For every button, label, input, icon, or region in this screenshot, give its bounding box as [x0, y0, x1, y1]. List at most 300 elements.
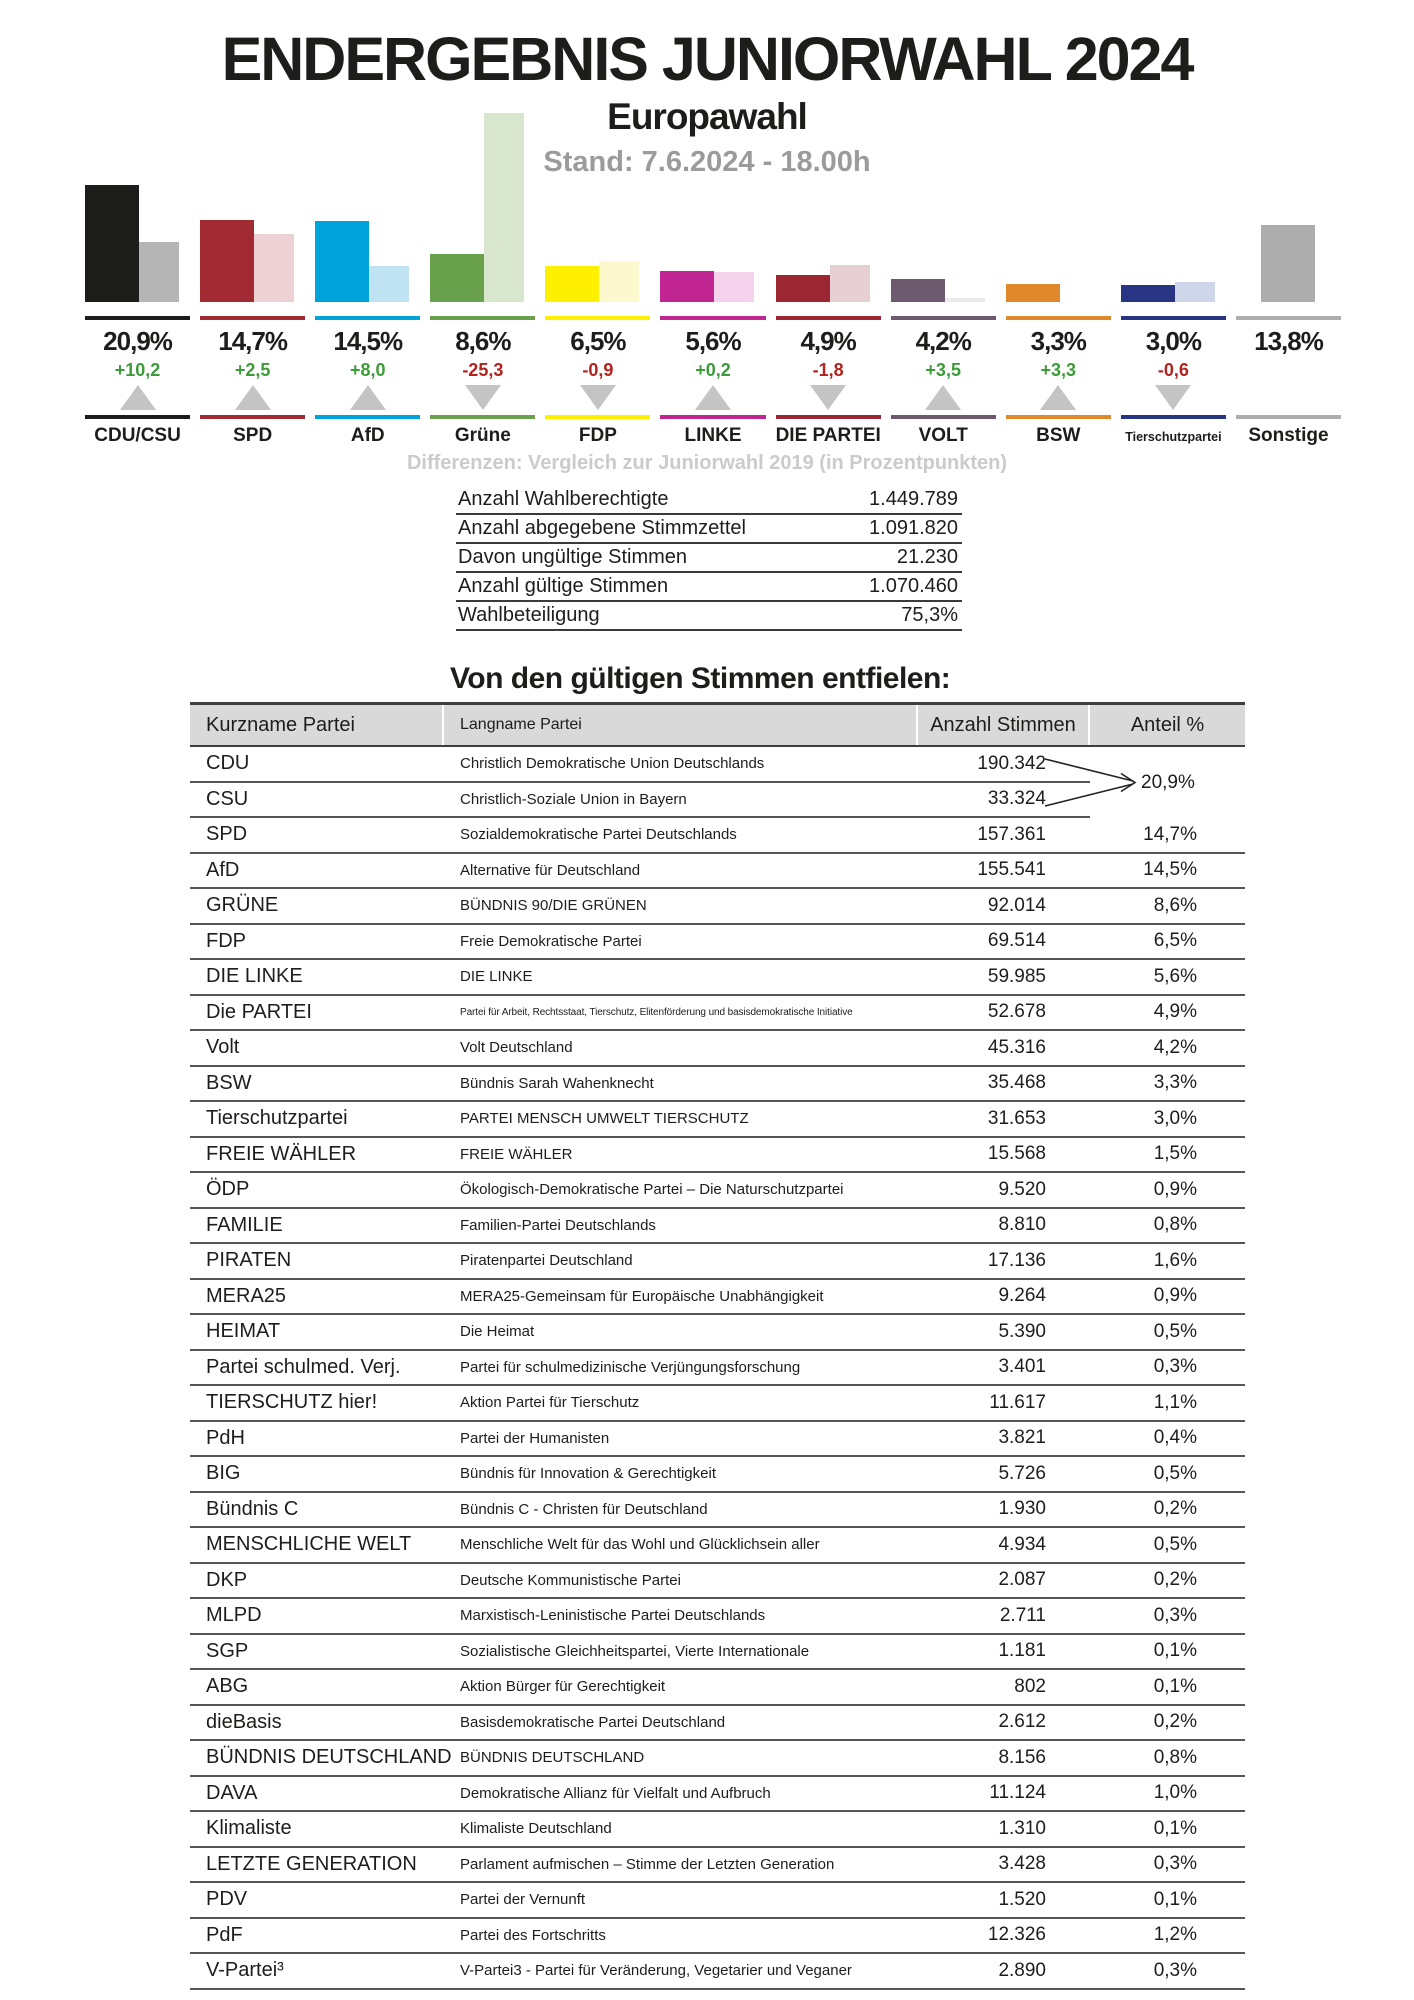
party-name-underline [545, 415, 650, 419]
party-short-name: SGP [206, 1639, 249, 1662]
current-result-bar [1121, 285, 1175, 302]
party-long-name: Partei der Humanisten [460, 1429, 610, 1447]
party-short-name: PdF [206, 1923, 243, 1946]
votes-value: 17.136 [987, 1249, 1046, 1271]
results-row [190, 1031, 1245, 1067]
current-result-bar [1261, 225, 1315, 302]
votes-value: 8.156 [998, 1746, 1046, 1768]
chart-column [1006, 112, 1111, 454]
party-long-name: Bündnis Sarah Wahenknecht [460, 1074, 654, 1092]
summary-row [456, 573, 962, 602]
summary-value: 21.230 [896, 546, 958, 568]
party-long-name: Volt Deutschland [460, 1039, 573, 1057]
party-name: AfD [350, 425, 385, 446]
previous-result-bar [139, 242, 179, 302]
votes-value: 45.316 [987, 1036, 1046, 1058]
results-row [190, 1244, 1245, 1280]
party-short-name: FAMILIE [206, 1213, 283, 1236]
trend-up-icon [235, 385, 271, 410]
party-name-underline [85, 415, 190, 419]
party-short-name: TIERSCHUTZ hier! [206, 1391, 378, 1414]
party-long-name: V-Partei3 - Partei für Veränderung, Vegetarier und Veganer [460, 1962, 852, 1980]
results-table-body [190, 747, 1245, 1990]
chart-column [1236, 112, 1341, 454]
party-short-name: BSW [206, 1071, 252, 1094]
bracket-lines-icon [1035, 747, 1245, 818]
party-long-name: Ökologisch-Demokratische Partei – Die Naturschutzpartei [460, 1181, 844, 1199]
share-value: 1,6% [1153, 1249, 1197, 1271]
share-value: 0,9% [1153, 1178, 1197, 1200]
share-value: 0,1% [1153, 1817, 1197, 1839]
results-row [190, 996, 1245, 1032]
party-name-underline [315, 415, 420, 419]
current-result-bar [776, 275, 830, 302]
diff-label [1236, 360, 1341, 382]
votes-value: 5.390 [998, 1320, 1046, 1342]
results-row [190, 1919, 1245, 1955]
current-result-bar [200, 220, 254, 302]
chart-column [430, 112, 535, 454]
party-color-underline [430, 316, 535, 320]
party-name-underline [1121, 415, 1226, 419]
percent-label: 5,6% [685, 326, 741, 356]
bar-group [85, 112, 190, 302]
party-color-underline [315, 316, 420, 320]
votes-value: 33.324 [987, 788, 1046, 810]
party-long-name: Bündnis C - Christen für Deutschland [460, 1500, 708, 1518]
chart-column [776, 112, 881, 454]
chart-column [315, 112, 420, 454]
party-short-name: CDU [206, 752, 250, 775]
party-short-name: PDV [206, 1888, 248, 1911]
current-result-bar [85, 185, 139, 302]
current-result-bar [315, 221, 369, 302]
votes-value: 1.310 [998, 1817, 1046, 1839]
trend-down-icon [810, 385, 846, 410]
bar-group [776, 112, 881, 302]
party-name-underline [430, 415, 535, 419]
summary-value: 1.091.820 [869, 517, 958, 539]
votes-value: 2.890 [998, 1959, 1046, 1981]
results-table [190, 702, 1245, 1990]
chart-column [85, 112, 190, 454]
party-long-name: BÜNDNIS 90/DIE GRÜNEN [460, 897, 647, 915]
share-value: 3,3% [1153, 1072, 1197, 1094]
party-color-underline [85, 316, 190, 320]
party-short-name: HEIMAT [206, 1320, 281, 1343]
diff-label: +8,0 [349, 360, 386, 380]
share-value: 0,4% [1153, 1427, 1197, 1449]
summary-row [456, 602, 962, 631]
party-short-name: Partei schulmed. Verj. [206, 1355, 401, 1378]
diff-label: +3,5 [925, 360, 961, 380]
party-short-name: DKP [206, 1568, 248, 1591]
party-name-underline [891, 415, 996, 419]
chart-column [200, 112, 305, 454]
bar-group [891, 112, 996, 302]
party-long-name: Bündnis für Innovation & Gerechtigkeit [460, 1465, 716, 1483]
trend-arrow [1121, 384, 1226, 410]
party-short-name: BIG [206, 1462, 241, 1485]
party-name: VOLT [918, 425, 968, 446]
trend-up-icon [925, 385, 961, 410]
party-short-name: CSU [206, 787, 249, 810]
summary-table [456, 486, 962, 631]
summary-value: 1.070.460 [869, 575, 958, 597]
party-short-name: SPD [206, 823, 248, 846]
share-value: 4,2% [1153, 1036, 1197, 1058]
results-row [190, 889, 1245, 925]
results-row [190, 818, 1245, 854]
trend-up-icon [350, 385, 386, 410]
votes-value: 92.014 [987, 894, 1046, 916]
bar-group [660, 112, 765, 302]
votes-value: 31.653 [987, 1107, 1046, 1129]
votes-value: 15.568 [987, 1143, 1046, 1165]
results-row [190, 925, 1245, 961]
trend-up-icon [1040, 385, 1076, 410]
party-long-name: Freie Demokratische Partei [460, 932, 642, 950]
results-row [190, 1670, 1245, 1706]
results-row [190, 1209, 1245, 1245]
results-row [190, 1422, 1245, 1458]
share-value: 0,1% [1153, 1640, 1197, 1662]
share-value: 0,1% [1153, 1888, 1197, 1910]
party-color-underline [200, 316, 305, 320]
diff-label: +2,5 [234, 360, 271, 380]
party-long-name: BÜNDNIS DEUTSCHLAND [460, 1749, 645, 1767]
previous-result-bar [945, 298, 985, 302]
share-value: 8,6% [1153, 894, 1197, 916]
party-short-name: Tierschutzpartei [206, 1107, 348, 1130]
header-cell: Langname Partei [444, 705, 916, 745]
results-row [190, 1741, 1245, 1777]
page-title: ENDERGEBNIS JUNIORWAHL 2024 [221, 25, 1193, 93]
chart-column [1121, 112, 1226, 454]
party-long-name: DIE LINKE [460, 968, 533, 986]
results-row [190, 1173, 1245, 1209]
results-row [190, 1777, 1245, 1813]
share-value: 3,0% [1153, 1107, 1197, 1129]
trend-arrow [85, 384, 190, 410]
party-short-name: LETZTE GENERATION [206, 1852, 417, 1875]
results-row [190, 1848, 1245, 1884]
votes-value: 5.726 [998, 1462, 1046, 1484]
trend-down-icon [465, 385, 501, 410]
party-color-underline [1006, 316, 1111, 320]
party-short-name: FREIE WÄHLER [206, 1142, 357, 1165]
party-color-underline [1121, 316, 1226, 320]
previous-result-bar [830, 265, 870, 302]
votes-value: 1.930 [998, 1498, 1046, 1520]
party-color-underline [660, 316, 765, 320]
party-short-name: MERA25 [206, 1284, 287, 1307]
party-long-name: Marxistisch-Leninistische Partei Deutschlands [460, 1607, 766, 1625]
party-name: CDU/CSU [94, 425, 181, 446]
party-name-underline [1006, 415, 1111, 419]
party-long-name: Partei für Arbeit, Rechtsstaat, Tierschutz, Elitenförderung und basisdemokratische Initiative [460, 1006, 853, 1018]
results-bar-chart [85, 112, 1341, 454]
current-result-bar [660, 271, 714, 302]
votes-value: 8.810 [998, 1214, 1046, 1236]
party-short-name: GRÜNE [206, 894, 279, 917]
trend-arrow [1236, 384, 1341, 410]
results-row [190, 1883, 1245, 1919]
party-long-name: Demokratische Allianz für Vielfalt und Aufbruch [460, 1784, 771, 1802]
share-value: 0,1% [1153, 1675, 1197, 1697]
summary-label: Davon ungültige Stimmen [458, 546, 688, 568]
results-row [190, 854, 1245, 890]
party-color-underline [776, 316, 881, 320]
previous-result-bar [484, 113, 524, 302]
party-long-name: MERA25-Gemeinsam für Europäische Unabhängigkeit [460, 1287, 824, 1305]
combined-cdu-csu-rows [190, 747, 1245, 818]
party-long-name: Familien-Partei Deutschlands [460, 1216, 656, 1234]
party-name: LINKE [684, 425, 742, 446]
party-short-name: dieBasis [206, 1710, 282, 1733]
percent-label: 13,8% [1254, 326, 1323, 356]
share-value: 1,0% [1153, 1782, 1197, 1804]
chart-note: Differenzen: Vergleich zur Juniorwahl 2019 (in Prozentpunkten) [406, 452, 1008, 474]
results-row [190, 1954, 1245, 1990]
current-result-bar [891, 279, 945, 303]
party-long-name: Aktion Bürger für Gerechtigkeit [460, 1678, 666, 1696]
party-long-name: Christlich Demokratische Union Deutschlands [460, 755, 765, 773]
trend-arrow [430, 384, 535, 410]
party-long-name: Klimaliste Deutschland [460, 1820, 612, 1838]
summary-row [456, 544, 962, 573]
previous-result-bar [369, 266, 409, 302]
votes-value: 35.468 [987, 1072, 1046, 1094]
summary-label: Wahlbeteiligung [458, 604, 600, 626]
trend-down-icon [580, 385, 616, 410]
trend-arrow [315, 384, 420, 410]
party-short-name: BÜNDNIS DEUTSCHLAND [206, 1746, 452, 1769]
share-value: 0,5% [1153, 1462, 1197, 1484]
party-color-underline [1236, 316, 1341, 320]
votes-value: 11.124 [989, 1782, 1046, 1804]
summary-label: Anzahl gültige Stimmen [458, 575, 669, 597]
summary-value: 75,3% [901, 604, 958, 626]
party-name: Grüne [454, 425, 511, 446]
diff-label: -0,9 [582, 360, 614, 380]
previous-result-bar [1175, 282, 1215, 302]
results-row [190, 1386, 1245, 1422]
share-value: 0,2% [1153, 1498, 1197, 1520]
share-value: 0,8% [1153, 1746, 1197, 1768]
party-short-name: AfD [206, 858, 240, 881]
party-long-name: Sozialdemokratische Partei Deutschlands [460, 826, 737, 844]
trend-down-icon [1155, 385, 1191, 410]
results-row [190, 783, 1090, 819]
summary-row [456, 515, 962, 544]
results-row [190, 1067, 1245, 1103]
party-short-name: FDP [206, 929, 246, 952]
share-value: 0,3% [1153, 1356, 1197, 1378]
party-long-name: PARTEI MENSCH UMWELT TIERSCHUTZ [460, 1110, 749, 1128]
trend-up-icon [120, 385, 156, 410]
summary-label: Anzahl abgegebene Stimmzettel [458, 517, 746, 539]
results-row [190, 1599, 1245, 1635]
party-name-underline [200, 415, 305, 419]
share-value: 0,2% [1153, 1569, 1197, 1591]
votes-value: 59.985 [987, 965, 1046, 987]
votes-value: 2.087 [998, 1569, 1046, 1591]
results-row [190, 1493, 1245, 1529]
bracket-share-value: 20,9% [1141, 771, 1195, 793]
party-long-name: Menschliche Welt für das Wohl und Glücklichsein aller [460, 1536, 820, 1554]
party-name-underline [1236, 415, 1341, 419]
party-short-name: DIE LINKE [206, 965, 303, 988]
page-subtitle: Europawahl [607, 96, 807, 137]
summary-label: Anzahl Wahlberechtigte [458, 488, 669, 510]
trend-up-icon [695, 385, 731, 410]
chart-column [891, 112, 996, 454]
party-long-name: Sozialistische Gleichheitspartei, Vierte Internationale [460, 1642, 810, 1660]
results-table-header [190, 702, 1245, 747]
results-row [190, 747, 1090, 783]
results-row [190, 1351, 1245, 1387]
trend-arrow [200, 384, 305, 410]
results-row [190, 1280, 1245, 1316]
diff-label: -1,8 [812, 360, 844, 380]
party-short-name: Bündnis C [206, 1497, 299, 1520]
header-cell: Anteil % [1090, 705, 1245, 745]
party-long-name: FREIE WÄHLER [460, 1145, 573, 1163]
current-result-bar [1006, 284, 1060, 302]
trend-arrow [891, 384, 996, 410]
votes-value: 3.428 [998, 1853, 1046, 1875]
party-name: Tierschutzpartei [1125, 430, 1222, 444]
results-row [190, 1706, 1245, 1742]
results-row [190, 1564, 1245, 1600]
votes-value: 69.514 [987, 930, 1046, 952]
percent-label: 4,2% [915, 326, 971, 356]
percent-label: 20,9% [103, 326, 172, 356]
votes-value: 2.612 [998, 1711, 1046, 1733]
party-color-underline [545, 316, 650, 320]
results-row [190, 1635, 1245, 1671]
party-long-name: Partei der Vernunft [460, 1891, 586, 1909]
party-short-name: PdH [206, 1426, 245, 1449]
party-name: FDP [578, 425, 617, 446]
party-short-name: Die PARTEI [206, 1000, 312, 1023]
bar-group [1121, 112, 1226, 302]
diff-label: -25,3 [462, 360, 504, 380]
party-short-name: MENSCHLICHE WELT [206, 1533, 412, 1556]
percent-label: 3,3% [1030, 326, 1086, 356]
diff-label: +0,2 [695, 360, 731, 380]
share-value: 1,1% [1153, 1391, 1197, 1413]
votes-value: 11.617 [989, 1391, 1046, 1413]
percent-label: 8,6% [455, 326, 511, 356]
share-value: 0,8% [1153, 1214, 1197, 1236]
share-value: 14,5% [1143, 859, 1197, 881]
percent-label: 6,5% [570, 326, 626, 356]
votes-value: 3.821 [998, 1427, 1046, 1449]
percent-label: 14,7% [218, 326, 287, 356]
summary-value: 1.449.789 [869, 488, 958, 510]
percent-label: 3,0% [1145, 326, 1202, 356]
bar-group [1236, 112, 1341, 302]
bar-group [430, 112, 535, 302]
share-value: 6,5% [1153, 930, 1197, 952]
previous-result-bar [714, 272, 754, 302]
party-short-name: DAVA [206, 1781, 258, 1804]
results-row [190, 1528, 1245, 1564]
votes-value: 157.361 [977, 823, 1046, 845]
votes-value: 190.342 [977, 752, 1046, 774]
percent-label: 14,5% [333, 326, 403, 356]
party-short-name: V-Partei³ [206, 1959, 284, 1982]
chart-column [660, 112, 765, 454]
current-result-bar [430, 254, 484, 302]
stand-timestamp: Stand: 7.6.2024 - 18.00h [543, 146, 871, 178]
party-long-name: Aktion Partei für Tierschutz [460, 1394, 640, 1412]
results-row [190, 1102, 1245, 1138]
results-row [190, 1138, 1245, 1174]
percent-label: 4,9% [800, 326, 856, 356]
party-name: DIE PARTEI [775, 425, 881, 446]
bar-group [200, 112, 305, 302]
results-heading: Von den gültigen Stimmen entfielen: [450, 662, 951, 695]
bar-group [315, 112, 420, 302]
votes-value: 802 [1014, 1675, 1046, 1697]
cdu-csu-bracket [1035, 747, 1245, 818]
party-name-underline [660, 415, 765, 419]
votes-value: 3.401 [998, 1356, 1046, 1378]
votes-value: 2.711 [999, 1604, 1046, 1626]
share-value: 0,2% [1153, 1711, 1197, 1733]
share-value: 0,5% [1153, 1320, 1197, 1342]
trend-arrow [660, 384, 765, 410]
share-value: 0,9% [1153, 1285, 1197, 1307]
party-short-name: ABG [206, 1675, 249, 1698]
party-color-underline [891, 316, 996, 320]
share-value: 14,7% [1143, 823, 1197, 845]
results-row [190, 1812, 1245, 1848]
party-long-name: Partei des Fortschritts [460, 1926, 606, 1944]
party-long-name: Christlich-Soziale Union in Bayern [460, 790, 687, 808]
share-value: 1,2% [1153, 1924, 1197, 1946]
party-name-underline [776, 415, 881, 419]
party-name: SPD [233, 425, 273, 446]
trend-arrow [776, 384, 881, 410]
votes-value: 155.541 [977, 859, 1046, 881]
bar-group [545, 112, 650, 302]
votes-value: 1.181 [998, 1640, 1046, 1662]
share-value: 4,9% [1153, 1001, 1197, 1023]
trend-arrow [545, 384, 650, 410]
diff-label: +3,3 [1040, 360, 1077, 380]
results-row [190, 960, 1245, 996]
trend-arrow [1006, 384, 1111, 410]
party-long-name: Parlament aufmischen – Stimme der Letzten Generation [460, 1855, 835, 1873]
party-long-name: Partei für schulmedizinische Verjüngungsforschung [460, 1358, 801, 1376]
votes-value: 9.520 [998, 1178, 1046, 1200]
party-long-name: Die Heimat [460, 1323, 535, 1341]
share-value: 1,5% [1153, 1143, 1197, 1165]
share-value: 0,5% [1153, 1533, 1197, 1555]
party-name: Sonstige [1248, 425, 1329, 446]
results-row [190, 1457, 1245, 1493]
previous-result-bar [254, 234, 294, 302]
party-short-name: PIRATEN [206, 1249, 292, 1272]
votes-value: 4.934 [998, 1533, 1046, 1555]
share-value: 5,6% [1153, 965, 1197, 987]
share-value: 0,3% [1153, 1604, 1197, 1626]
header-cell: Kurzname Partei [190, 705, 442, 745]
